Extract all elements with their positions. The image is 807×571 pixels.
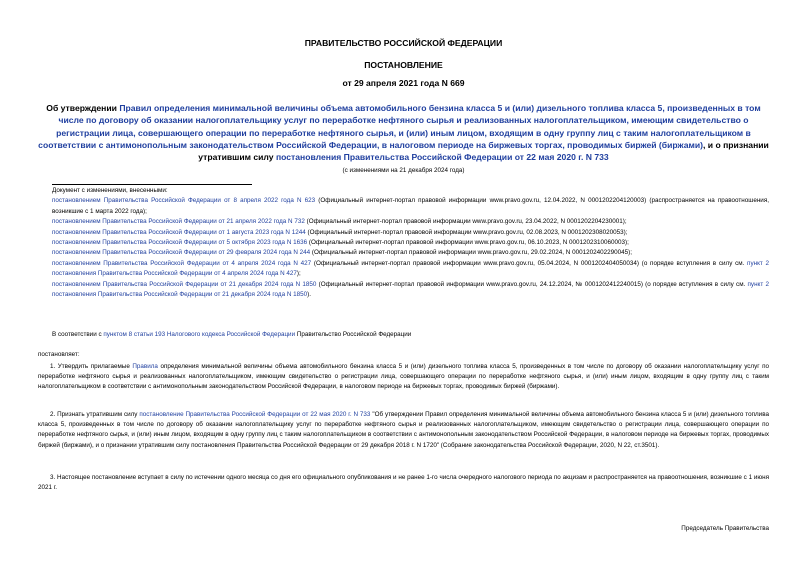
list-item <box>52 196 769 217</box>
para1-text-1: 1. Утвердить прилагаемые <box>50 363 133 370</box>
para2-text-2: "Об утверждении Правил определения минимальной величины объема автомобильного бензина класса 5 и (или) дизельного топлива класса 5, произведенных в том числе по договору об оказании налогоплательщику услуг по переработке нефтяного сырья и реализованных налогоплательщиком, имеющим свидетельство о регистрации лица, совершающего операции по переработке нефтяного сырья, и (или) иным лицом, входящим в одну группу лиц с таким налогоплательщиком в соответствии с антимонопольным законодательством Российской Федерации, в налоговом периоде на биржевых торгах, проводимых биржей (биржами), и о признании утратившим силу постановления Правительства Российской Федерации от 29 декабря 2018 г. N 1720" (Собрание законодательства Российской Федерации, 2020, N 22, ст.3501). <box>38 411 769 449</box>
paragraph-2 <box>38 410 769 451</box>
paragraph-3: 3. Настоящее постановление вступает в силу по истечении одного месяца со дня его официального опубликования и не ранее 1-го числа очередного налогового периода по акцизам и распространяется на правоотношения, возникшие с 1 июня 2021 г. <box>38 474 769 492</box>
para1-text-2: определения минимальной величины объема автомобильного бензина класса 5 и (или) дизельного топлива класса 5, произведенных в том числе по договору об оказании налогоплательщику услуг по переработке нефтяного сырья и реализованных налогоплательщиком, имеющим свидетельство о регистрации лица, совершающего операции по переработке нефтяного сырья, и (или) иным лицом, входящим в одну группу лиц с таким налогоплательщиком в соответствии с антимонопольным законодательством Российской Федерации, в налоговом периоде на биржевых торгах, проводимых биржей (биржами). <box>38 363 769 391</box>
change-text: (Официальный интернет-портал правовой информации www.pravo.gov.ru, 12.04.2022, N 0001202204120003) (распространяется на правоотношения, возникшие с 1 марта 2022 года); <box>52 197 769 215</box>
document-title <box>38 102 769 163</box>
list-item <box>52 259 769 280</box>
basis-text-2: Правительство Российской Федерации <box>295 331 412 338</box>
legal-basis <box>52 331 769 338</box>
decree-word: постановляет: <box>38 351 80 358</box>
para2-link-decree-733[interactable]: постановление Правительства Российской Федерации от 22 мая 2020 г. N 733 <box>139 411 371 418</box>
document-date: от 29 апреля 2021 года N 669 <box>342 78 465 88</box>
title-link-decree-733[interactable]: постановления Правительства Российской Федерации от 22 мая 2020 г. N 733 <box>275 152 609 163</box>
change-text: (Официальный интернет-портал правовой информации www.pravo.gov.ru, 06.10.2023, N 0001202310060003); <box>307 239 629 247</box>
government-name: ПРАВИТЕЛЬСТВО РОССИЙСКОЙ ФЕДЕРАЦИИ <box>304 38 503 48</box>
list-item <box>52 228 769 238</box>
changes-intro: Документ с изменениями, внесенными: <box>52 187 168 194</box>
change-text: (Официальный интернет-портал правовой информации www.pravo.gov.ru, 02.08.2023, N 0001202308020053); <box>305 228 628 236</box>
change-text-end: ); <box>296 270 301 278</box>
change-link[interactable]: постановлением Правительства Российской Федерации от 4 апреля 2024 года N 427 <box>52 259 312 267</box>
change-text-end: ). <box>307 291 312 299</box>
basis-text-1: В соответствии с <box>52 331 104 338</box>
revision-note: (с изменениями на 21 декабря 2024 года) <box>342 167 465 174</box>
change-text: (Официальный интернет-портал правовой информации www.pravo.gov.ru, 05.04.2024, N 0001202404050034) (о порядке вступления в силу см. <box>311 259 748 267</box>
separator-line <box>52 184 252 185</box>
change-link[interactable]: постановлением Правительства Российской Федерации от 8 апреля 2022 года N 623 <box>52 197 316 205</box>
change-link[interactable]: постановлением Правительства Российской Федерации от 21 апреля 2022 года N 732 <box>52 218 305 226</box>
list-item <box>52 217 769 227</box>
paragraph-1 <box>38 362 769 393</box>
signature: Председатель Правительства <box>681 525 769 532</box>
change-text: (Официальный интернет-портал правовой информации www.pravo.gov.ru, 24.12.2024, № 0001202412240015) (о порядке вступления в силу см. <box>316 280 748 288</box>
change-text: (Официальный интернет-портал правовой информации www.pravo.gov.ru, 29.02.2024, N 0001202402290045); <box>310 249 632 257</box>
change-link-effective[interactable]: пункт 2 постановления Правительства Российской Федерации от 21 декабря 2024 года N 1850 <box>52 280 769 299</box>
change-text: (Официальный интернет-портал правовой информации www.pravo.gov.ru, 23.04.2022, N 0001202204230001); <box>304 218 627 226</box>
change-link[interactable]: постановлением Правительства Российской Федерации от 5 октября 2023 года N 1636 <box>52 239 308 247</box>
list-item <box>52 280 769 301</box>
basis-link-tax-code[interactable]: пунктом 8 статьи 193 Налогового кодекса Российской Федерации <box>103 331 296 338</box>
change-link-effective[interactable]: пункт 2 постановления Правительства Российской Федерации от 4 апреля 2024 года N 427 <box>52 259 770 278</box>
title-link-rules[interactable]: Правил определения минимальной величины объема автомобильного бензина класса 5 и (или) дизельного топлива класса 5, произведенных в том числе по договору об оказании налогоплательщику услуг по переработке нефтяного сырья и реализованных налогоплательщиком, имеющим свидетельство о регистрации лица, совершающего операции по переработке нефтяного сырья, и (или) иным лицом, входящим в одну группу лиц с таким налогоплательщиком в соответствии с антимонопольным законодательством Российской Федерации, в налоговом периоде на биржевых торгах, проводимых биржей (биржами) <box>38 103 761 150</box>
title-text-1: Об утверждении <box>46 103 120 113</box>
change-link[interactable]: постановлением Правительства Российской Федерации от 1 августа 2023 года N 1244 <box>52 228 306 236</box>
change-link[interactable]: постановлением Правительства Российской Федерации от 21 декабря 2024 года N 1850 <box>52 280 317 288</box>
para1-link-rules[interactable]: Правила <box>132 363 158 370</box>
list-item <box>52 238 769 248</box>
changes-list <box>52 186 769 300</box>
title-text-2: , и о признании утратившим силу <box>198 139 769 163</box>
list-item <box>52 248 769 258</box>
para2-text-1: 2. Признать утратившим силу <box>50 411 140 418</box>
document-type: ПОСТАНОВЛЕНИЕ <box>364 60 443 70</box>
change-link[interactable]: постановлением Правительства Российской Федерации от 29 февраля 2024 года N 244 <box>52 249 311 257</box>
